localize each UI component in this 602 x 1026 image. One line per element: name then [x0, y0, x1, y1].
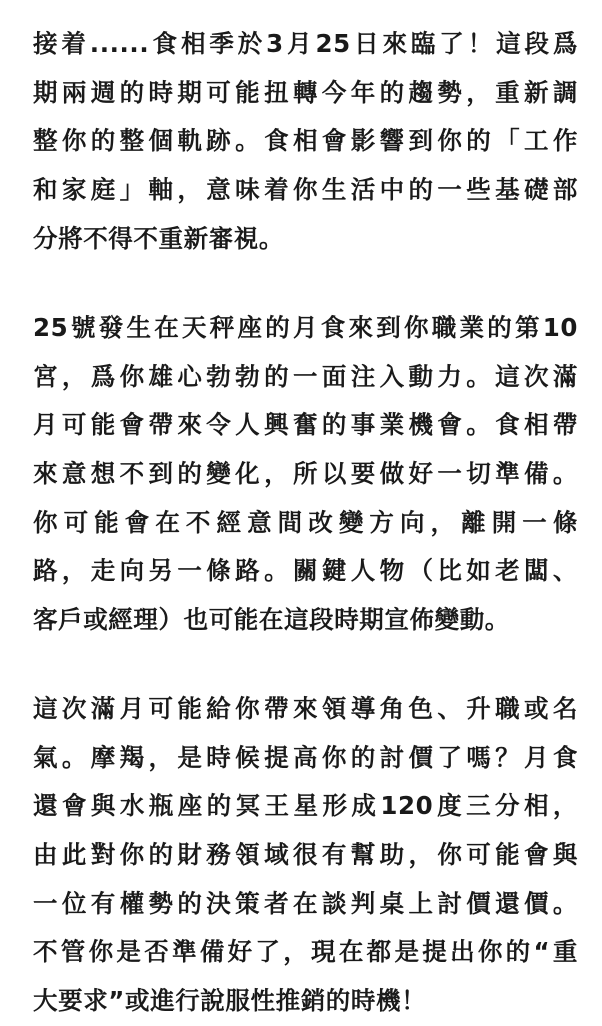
text-line: 由此對你的財務領域很有幫助，你可能會與 — [33, 840, 578, 870]
text-line: 這次滿月可能給你帶來領導角色、升職或名 — [33, 694, 578, 723]
text-line: 大要求”或進行說服性推銷的時機！ — [33, 986, 427, 1016]
text-line: 和家庭」軸，意味着你生活中的一些基礎部 — [33, 175, 578, 205]
text-line: 分將不得不重新審視。 — [33, 223, 284, 253]
text-line: 還會與水瓶座的冥王星形成120度三分相， — [33, 791, 578, 821]
text-line: 不管你是否準備好了，現在都是提出你的“重 — [33, 937, 578, 967]
text-line: 月可能會帶來令人興奮的事業機會。食相帶 — [33, 410, 578, 440]
text-line: 接着......食相季於3月25日來臨了！這段爲 — [33, 29, 578, 58]
text-line: 來意想不到的變化，所以要做好一切準備。 — [33, 459, 578, 489]
text-line: 宮，爲你雄心勃勃的一面注入動力。這次滿 — [33, 361, 578, 391]
text-line: 你可能會在不經意間改變方向，離開一條 — [33, 507, 578, 537]
paragraph-full-moon-leadership — [33, 685, 578, 1026]
text-line: 客戶或經理）也可能在這段時期宣佈變動。 — [33, 605, 510, 635]
text-line: 一位有權勢的決策者在談判桌上討價還價。 — [33, 888, 578, 918]
text-line: 整你的整個軌跡。食相會影響到你的「工作 — [33, 126, 578, 156]
text-line: 期兩週的時期可能扭轉今年的趨勢，重新調 — [33, 77, 578, 107]
paragraph-eclipse-season — [33, 20, 578, 263]
text-line: 25號發生在天秤座的月食來到你職業的第10 — [33, 313, 578, 342]
text-line: 路，走向另一條路。關鍵人物（比如老闆、 — [33, 556, 578, 586]
paragraph-lunar-eclipse-career — [33, 304, 578, 645]
text-line: 氣。摩羯，是時候提高你的討價了嗎？月食 — [33, 742, 578, 772]
